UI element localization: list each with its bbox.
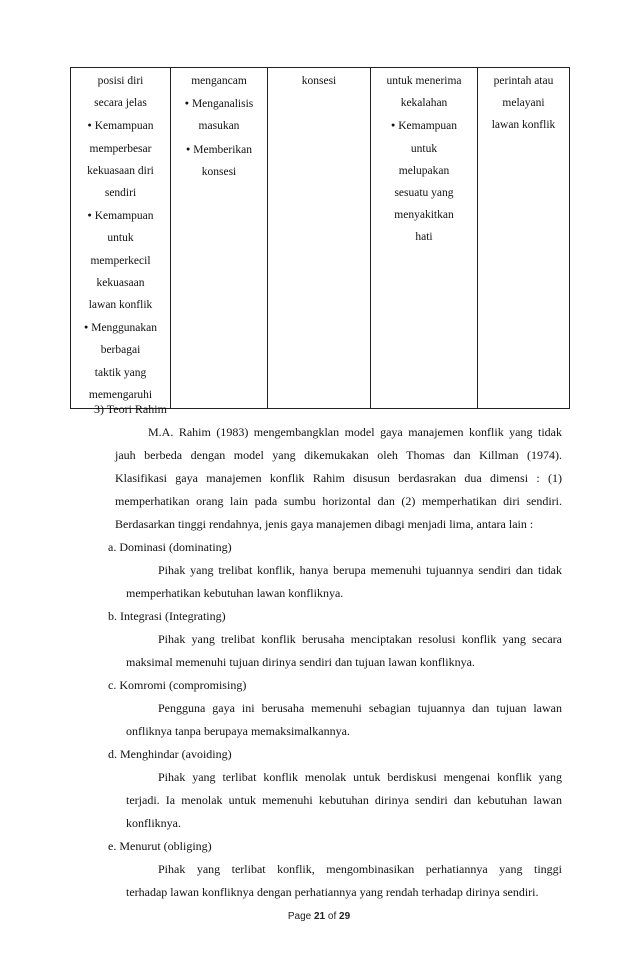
table-cell-line: kekalahan (400, 97, 448, 110)
current-page-number: 21 (313, 911, 326, 922)
table-cell-line: ● Kemampuan (71, 204, 170, 227)
table-cell-line: lawan konflik (88, 299, 153, 312)
table-cell-line: kekuasaan diri (87, 164, 154, 177)
table-cell-line: mengancam (191, 75, 247, 87)
table-cell-line: ● Menggunakan (71, 316, 170, 339)
page-label: Page (287, 911, 314, 922)
table-cell-line: lawan konflik (491, 119, 556, 132)
item-e-line-2: terhadap lawan konfliknya dengan perhatiannya yang rendah terhadap dirinya sendiri. (126, 885, 539, 899)
table-cell-line: hati (415, 231, 433, 244)
intro-line-2: jauh berbeda dengan model yang dikemukakan oleh Thomas dan Killman (1974). (115, 448, 562, 462)
table-cell-line: ● Memberikan (171, 138, 267, 161)
total-pages-number: 29 (339, 911, 351, 922)
table-cell-line: perintah atau (493, 75, 554, 87)
section-heading: 3) Teori Rahim (94, 402, 167, 416)
item-a-line-2: memperhatikan kebutuhan lawan konfliknya. (126, 586, 344, 600)
table-cell-line: ● Kemampuan (371, 114, 477, 137)
table-cell-line: memperbesar (89, 142, 152, 155)
item-d-line-3: konfliknya. (126, 816, 181, 830)
table-cell-line: untuk (107, 232, 134, 245)
item-b-line-1: Pihak yang trelibat konflik berusaha menciptakan resolusi konflik yang secara (158, 632, 562, 646)
table-cell-line: kekuasaan (96, 276, 145, 289)
item-c-label: c. Komromi (compromising) (108, 678, 247, 692)
item-a-label: a. Dominasi (dominating) (108, 540, 232, 554)
item-d-line-1: Pihak yang terlibat konflik menolak untuk berdiskusi mengenai konflik yang (158, 770, 562, 784)
intro-line-4: memperhatikan orang lain pada sumbu horizontal dan (2) memperhatikan diri sendiri. (115, 494, 562, 508)
table-cell-line: untuk (410, 142, 438, 155)
table-cell-line: memperkecil (90, 254, 151, 267)
table-cell-line: melayani (502, 97, 545, 110)
table-cell-line: ● Kemampuan (71, 114, 170, 137)
table-cell-line: berbagai (100, 344, 141, 357)
table-cell-line: menyakitkan (394, 209, 454, 222)
table-cell-line: secara jelas (94, 97, 147, 110)
table-cell-line: taktik yang (94, 366, 147, 379)
intro-line-5: Berdasarkan tinggi rendahnya, jenis gaya manajemen dibagi menjadi lima, antara lain : (115, 517, 534, 531)
table-cell-line: masukan (198, 120, 240, 133)
item-c-line-2: onfliknya tanpa berupaya memaksimalkannya. (126, 724, 350, 738)
table-cell-line: memengaruhi (88, 388, 153, 401)
item-e-label: e. Menurut (obliging) (108, 839, 212, 853)
table-cell-col1 (71, 68, 171, 409)
table-cell-col3 (268, 68, 371, 409)
intro-line-1: M.A. Rahim (1983) mengembangklan model gaya manajemen konflik yang tidak (148, 425, 562, 439)
table-cell-col5 (478, 68, 570, 409)
table-cell-line: melupakan (398, 164, 450, 177)
item-e-line-1: Pihak yang terlibat konflik, mengombinasikan perhatiannya yang tinggi (158, 862, 562, 876)
table-cell-line: posisi diri (97, 75, 144, 87)
page-of-label: of (325, 911, 340, 922)
item-d-line-2: terjadi. Ia menolak untuk memenuhi kebutuhan dirinya sendiri dan kebutuhan lawan (126, 793, 562, 807)
table-cell-line: ● Menganalisis (171, 92, 267, 115)
table-cell-col2 (171, 68, 268, 409)
item-a-line-1: Pihak yang trelibat konflik, hanya berupa memenuhi tujuannya sendiri dan tidak (158, 563, 562, 577)
item-b-label: b. Integrasi (Integrating) (108, 609, 226, 623)
table-cell-line: konsesi (201, 165, 237, 178)
table-row (71, 68, 570, 409)
table-cell-line: untuk menerima (386, 75, 462, 87)
item-b-line-2: maksimal memenuhi tujuan dirinya sendiri dan tujuan lawan konfliknya. (126, 655, 475, 669)
intro-line-3: Klasifikasi gaya manajemen konflik Rahim disusun berdasrakan dua dimensi : (1) (115, 471, 562, 485)
table-cell-line: konsesi (301, 75, 337, 87)
table-cell-line: sendiri (104, 187, 137, 200)
table-cell-col4 (371, 68, 478, 409)
table-cell-line: sesuatu yang (394, 187, 454, 200)
page-footer (0, 911, 638, 922)
item-d-label: d. Menghindar (avoiding) (108, 747, 232, 761)
conflict-style-table (70, 67, 570, 409)
item-c-line-1: Pengguna gaya ini berusaha memenuhi sebagian tujuannya dan tujuan lawan (158, 701, 562, 715)
